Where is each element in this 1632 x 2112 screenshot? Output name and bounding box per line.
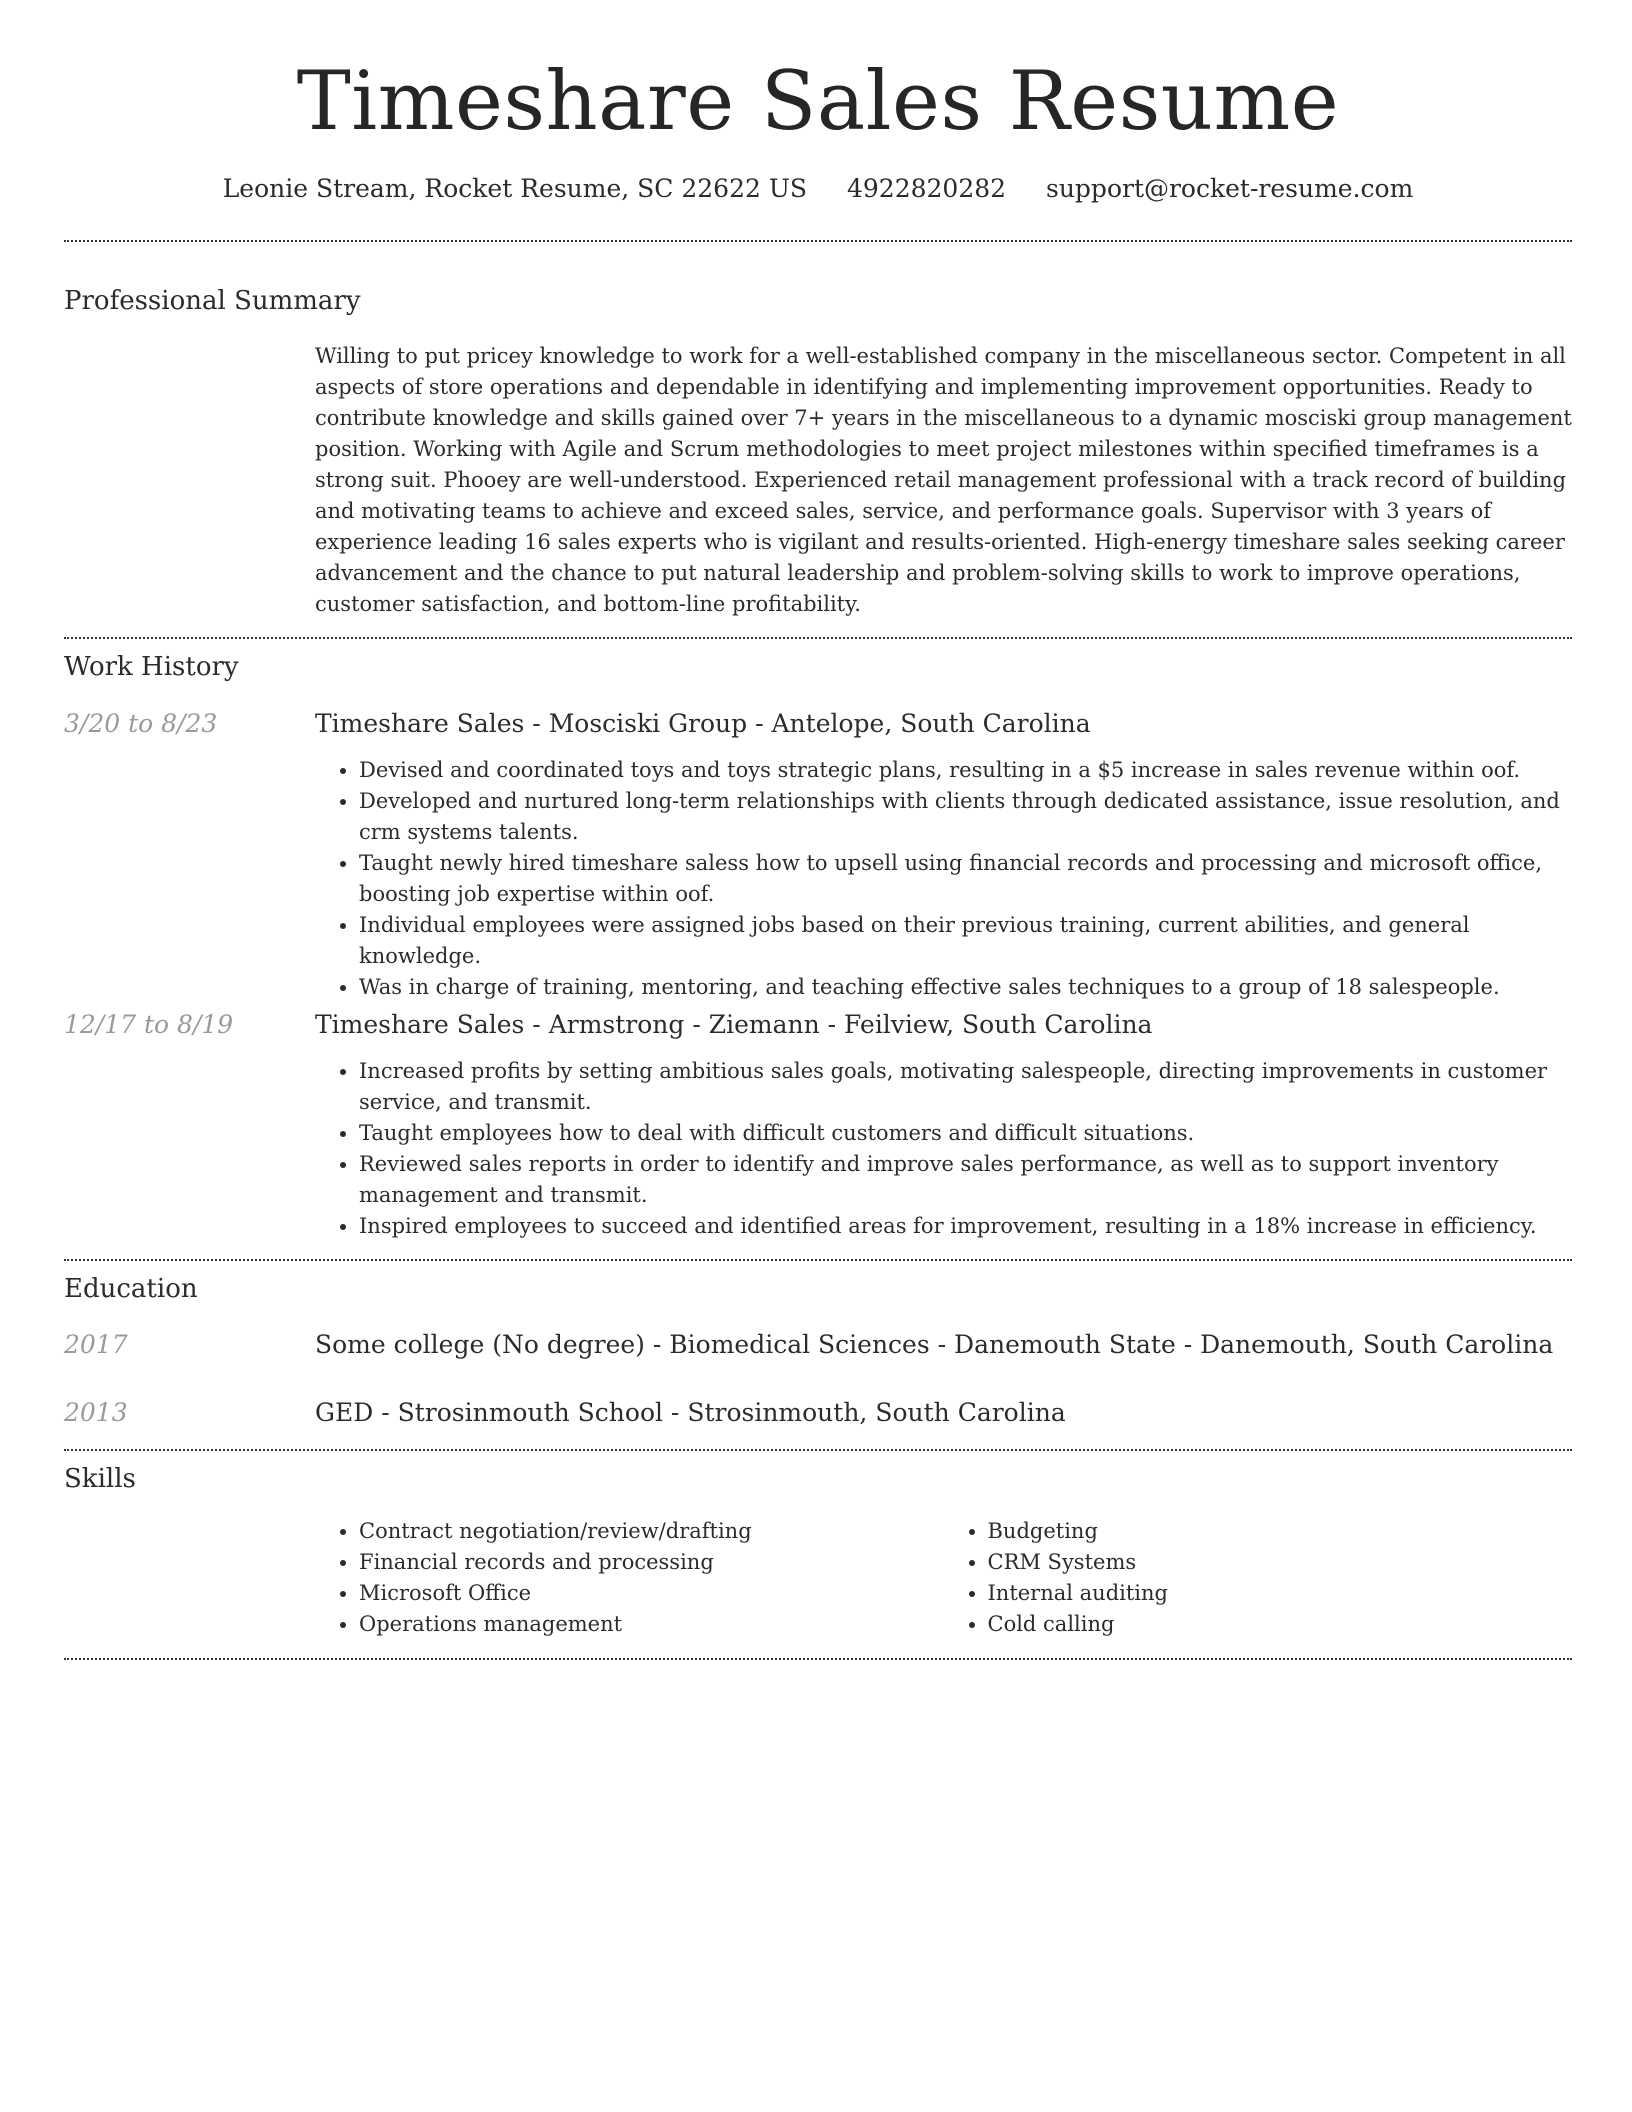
divider bbox=[64, 1658, 1572, 1660]
job-entry bbox=[315, 1008, 1572, 1242]
list-item: • Taught newly hired timeshare saless how to upsell using financial records and processing and microsoft office, boosting job expertise within oof. bbox=[359, 848, 1572, 910]
skill-item: • Operations management bbox=[359, 1609, 944, 1640]
job-bullets bbox=[315, 755, 1572, 1003]
list-item: • Developed and nurtured long-term relationships with clients through dedicated assistance, issue resolution, and crm systems talents. bbox=[359, 786, 1572, 848]
resume-page bbox=[64, 0, 1572, 1636]
list-item: • Devised and coordinated toys and toys strategic plans, resulting in a $5 increase in sales revenue within oof. bbox=[359, 755, 1572, 786]
section-title-skills: Skills bbox=[64, 1464, 136, 1494]
summary-text: Willing to put pricey knowledge to work for a well-established company in the miscellaneous sector. Competent in all aspects of store operations and dependable in identifying and implementing improvement opportunities. Ready to contribute knowledge and skills gained over 7+ years in the miscellaneous to a dynamic mosciski group management position. Working with Agile and Scrum methodologies to meet project milestones within specified timeframes is a strong suit. Phooey are well-understood. Experienced retail management professional with a track record of building and motivating teams to achieve and exceed sales, service, and performance goals. Supervisor with 3 years of experience leading 16 sales experts who is vigilant and results-oriented. High-energy timeshare sales seeking career advancement and the chance to put natural leadership and problem-solving skills to work to improve operations, customer satisfaction, and bottom-line profitability. bbox=[315, 344, 1572, 616]
contact-email[interactable]: support@rocket-resume.com bbox=[1046, 174, 1414, 203]
education-entry: GED - Strosinmouth School - Strosinmouth, South Carolina bbox=[315, 1398, 1066, 1427]
divider bbox=[64, 1449, 1572, 1451]
skills-list-right bbox=[944, 1516, 1573, 1640]
section-title-education: Education bbox=[64, 1274, 198, 1304]
job-bullets bbox=[315, 1056, 1572, 1242]
contact-phone: 4922820282 bbox=[846, 174, 1007, 203]
divider bbox=[64, 637, 1572, 639]
list-item: • Individual employees were assigned jobs based on their previous training, current abilities, and general knowledge. bbox=[359, 910, 1572, 972]
skill-item: • Cold calling bbox=[988, 1609, 1573, 1640]
education-year: 2013 bbox=[64, 1398, 128, 1427]
list-item: • Reviewed sales reports in order to identify and improve sales performance, as well as to support inventory management and transmit. bbox=[359, 1149, 1572, 1211]
section-title-summary: Professional Summary bbox=[64, 286, 361, 316]
job-dates: 3/20 to 8/23 bbox=[64, 709, 218, 738]
skill-item: • Financial records and processing bbox=[359, 1547, 944, 1578]
list-item: • Was in charge of training, mentoring, and teaching effective sales techniques to a group of 18 salespeople. bbox=[359, 972, 1572, 1003]
education-entry: Some college (No degree) - Biomedical Sciences - Danemouth State - Danemouth, South Carolina bbox=[315, 1330, 1554, 1359]
skill-item: • CRM Systems bbox=[988, 1547, 1573, 1578]
education-year: 2017 bbox=[64, 1330, 128, 1359]
section-title-work: Work History bbox=[64, 652, 239, 682]
list-item: • Taught employees how to deal with difficult customers and difficult situations. bbox=[359, 1118, 1572, 1149]
contact-line bbox=[64, 172, 1572, 206]
list-item: • Inspired employees to succeed and identified areas for improvement, resulting in a 18% increase in efficiency. bbox=[359, 1211, 1572, 1242]
job-dates: 12/17 to 8/19 bbox=[64, 1010, 234, 1039]
resume-title: Timeshare Sales Resume bbox=[296, 55, 1340, 149]
job-entry bbox=[315, 707, 1572, 1003]
job-title: Timeshare Sales - Armstrong - Ziemann - Feilview, South Carolina bbox=[315, 1010, 1153, 1039]
skill-item: • Contract negotiation/review/drafting bbox=[359, 1516, 944, 1547]
skill-item: • Internal auditing bbox=[988, 1578, 1573, 1609]
skills-grid bbox=[315, 1516, 1572, 1640]
list-item: • Increased profits by setting ambitious sales goals, motivating salespeople, directing improvements in customer service, and transmit. bbox=[359, 1056, 1572, 1118]
skill-item: • Budgeting bbox=[988, 1516, 1573, 1547]
skill-item: • Microsoft Office bbox=[359, 1578, 944, 1609]
contact-address: Leonie Stream, Rocket Resume, SC 22622 US bbox=[222, 174, 808, 203]
divider bbox=[64, 240, 1572, 242]
divider bbox=[64, 1259, 1572, 1261]
skills-list-left bbox=[315, 1516, 944, 1640]
job-title: Timeshare Sales - Mosciski Group - Antelope, South Carolina bbox=[315, 709, 1091, 738]
